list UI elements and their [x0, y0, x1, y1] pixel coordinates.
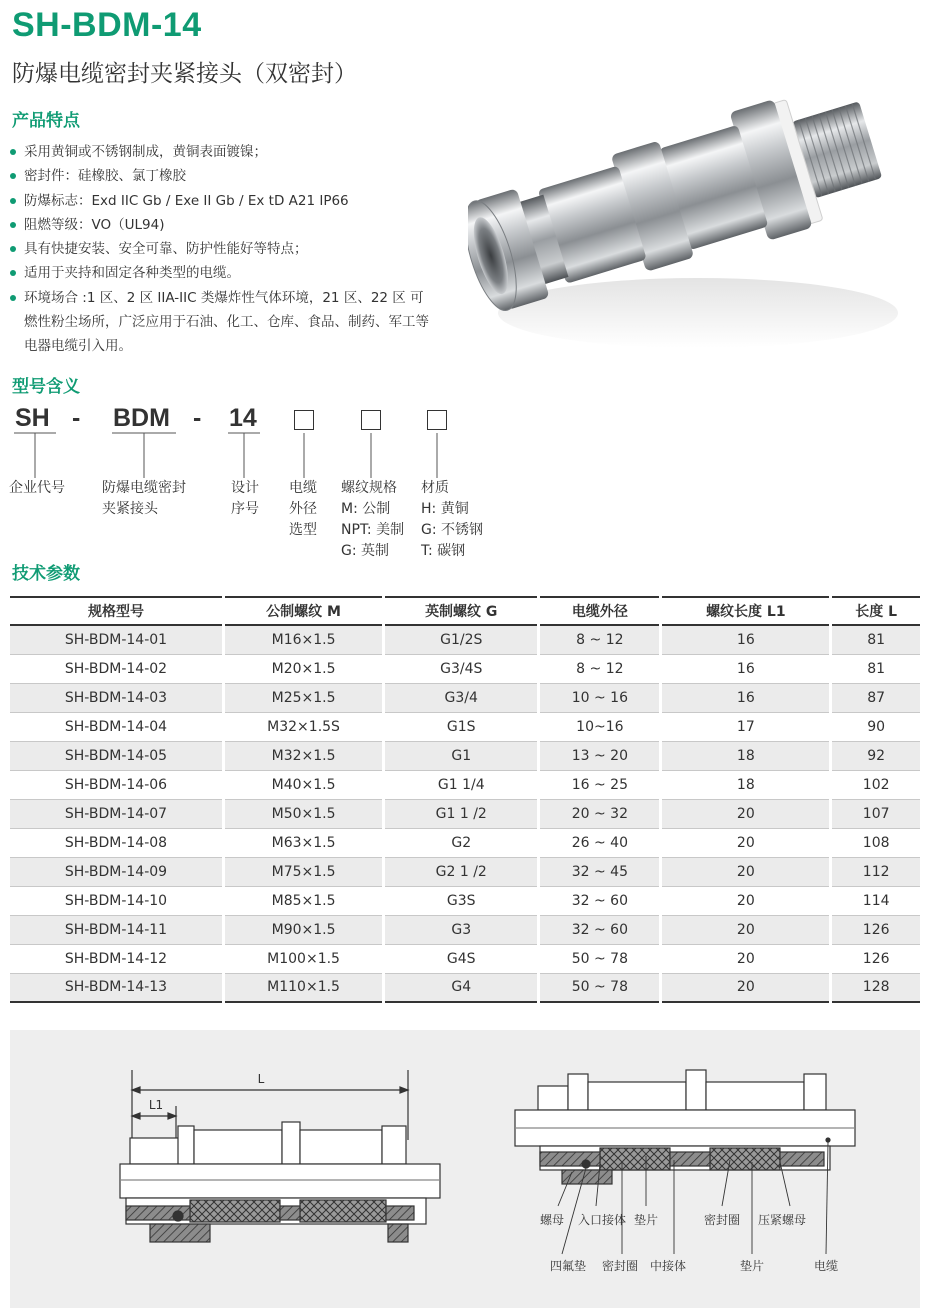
table-cell: G1 1 /2: [384, 799, 539, 828]
table-cell: 32 ~ 60: [539, 915, 661, 944]
specs-heading: 技术参数: [12, 564, 80, 584]
table-cell: M100×1.5: [223, 944, 383, 973]
col-header: 英制螺纹 G: [384, 597, 539, 625]
table-cell: G4: [384, 973, 539, 1002]
table-cell: SH-BDM-14-03: [10, 683, 223, 712]
table-cell: 20: [661, 973, 831, 1002]
table-cell: G3S: [384, 886, 539, 915]
table-row: [10, 625, 920, 654]
table-row: [10, 654, 920, 683]
table-cell: 18: [661, 770, 831, 799]
code-desc-company: 企业代号: [9, 480, 65, 496]
table-cell: 10~16: [539, 712, 661, 741]
table-cell: M16×1.5: [223, 625, 383, 654]
label-middle-body: 中接体: [650, 1259, 687, 1273]
table-cell: G4S: [384, 944, 539, 973]
features-heading: 产品特点: [12, 111, 80, 131]
table-cell: SH-BDM-14-11: [10, 915, 223, 944]
table-cell: M25×1.5: [223, 683, 383, 712]
table-cell: 50 ~ 78: [539, 944, 661, 973]
features-list: [10, 140, 430, 359]
label-entry-body: 入口接体: [578, 1213, 627, 1227]
left-drawing: [120, 1070, 440, 1242]
table-row: [10, 799, 920, 828]
code-desc-material: 材质 H: 黄铜 G: 不锈钢 T: 碳钢: [421, 480, 484, 559]
table-cell: 128: [831, 973, 920, 1002]
code-dash: -: [72, 404, 81, 432]
table-cell: 81: [831, 654, 920, 683]
table-cell: 32 ~ 60: [539, 886, 661, 915]
table-cell: 16: [661, 683, 831, 712]
structure-diagram-panel: [10, 1030, 920, 1308]
col-header: 电缆外径: [539, 597, 661, 625]
table-row: [10, 973, 920, 1002]
table-cell: 8 ~ 12: [539, 654, 661, 683]
model-title: SH-BDM-14: [12, 6, 202, 44]
feature-item: 阻燃等级：VO（UL94): [10, 213, 430, 237]
table-cell: 126: [831, 944, 920, 973]
table-cell: SH-BDM-14-07: [10, 799, 223, 828]
table-cell: 13 ~ 20: [539, 741, 661, 770]
label-seal-ring: 密封圈: [704, 1213, 741, 1227]
table-cell: G3: [384, 915, 539, 944]
table-cell: M63×1.5: [223, 828, 383, 857]
table-cell: 16 ~ 25: [539, 770, 661, 799]
table-cell: G1/2S: [384, 625, 539, 654]
code-box-cable: [294, 410, 314, 430]
label-seal-ring-2: 密封圈: [602, 1259, 639, 1273]
table-cell: 126: [831, 915, 920, 944]
table-cell: 108: [831, 828, 920, 857]
table-row: [10, 944, 920, 973]
table-row: [10, 683, 920, 712]
code-desc-design: 设计 序号: [231, 480, 259, 517]
feature-item: 防爆标志：Exd IIC Gb / Exe II Gb / Ex tD A21 IP66: [10, 189, 430, 213]
feature-item: 环境场合 :1 区、2 区 IIA-IIC 类爆炸性气体环境，21 区、22 区 可燃性粉尘场所，广泛应用于石油、化工、仓库、食品、制药、军工等电器电缆引入用。: [10, 286, 430, 359]
spec-header-row: [10, 597, 920, 625]
table-cell: 20: [661, 944, 831, 973]
table-cell: SH-BDM-14-02: [10, 654, 223, 683]
feature-item: 密封件：硅橡胶、氯丁橡胶: [10, 164, 430, 188]
table-cell: 81: [831, 625, 920, 654]
table-cell: 50 ~ 78: [539, 973, 661, 1002]
table-row: [10, 741, 920, 770]
table-cell: 90: [831, 712, 920, 741]
table-row: [10, 915, 920, 944]
model-code-heading: 型号含义: [12, 377, 80, 397]
col-header: 公制螺纹 M: [223, 597, 383, 625]
table-cell: 20: [661, 886, 831, 915]
table-cell: 87: [831, 683, 920, 712]
table-cell: M90×1.5: [223, 915, 383, 944]
code-series: BDM: [113, 404, 170, 432]
table-cell: SH-BDM-14-01: [10, 625, 223, 654]
table-cell: 92: [831, 741, 920, 770]
table-cell: M85×1.5: [223, 886, 383, 915]
table-cell: G3/4S: [384, 654, 539, 683]
table-row: [10, 770, 920, 799]
table-cell: M110×1.5: [223, 973, 383, 1002]
code-box-thread: [361, 410, 381, 430]
table-cell: 10 ~ 16: [539, 683, 661, 712]
table-cell: M32×1.5S: [223, 712, 383, 741]
label-washer-2: 垫片: [740, 1259, 765, 1273]
table-cell: 102: [831, 770, 920, 799]
table-cell: 114: [831, 886, 920, 915]
product-photo: [468, 58, 930, 358]
feature-item: 适用于夹持和固定各种类型的电缆。: [10, 261, 430, 285]
feature-item: 采用黄铜或不锈钢制成，黄铜表面镀镍；: [10, 140, 430, 164]
col-header: 螺纹长度 L1: [661, 597, 831, 625]
dim-L: L: [257, 1072, 265, 1086]
table-cell: SH-BDM-14-05: [10, 741, 223, 770]
table-row: [10, 886, 920, 915]
table-cell: 112: [831, 857, 920, 886]
dim-L1: L1: [148, 1098, 164, 1112]
table-row: [10, 857, 920, 886]
label-cable: 电缆: [814, 1259, 839, 1273]
code-desc-cable: 电缆 外径 选型: [289, 480, 317, 538]
table-cell: SH-BDM-14-04: [10, 712, 223, 741]
table-cell: M75×1.5: [223, 857, 383, 886]
table-cell: M40×1.5: [223, 770, 383, 799]
label-ptfe-gasket: 四氟垫: [550, 1259, 587, 1273]
table-cell: G2: [384, 828, 539, 857]
table-cell: M50×1.5: [223, 799, 383, 828]
table-cell: 16: [661, 625, 831, 654]
code-design-no: 14: [229, 404, 257, 432]
table-cell: G3/4: [384, 683, 539, 712]
table-row: [10, 828, 920, 857]
table-cell: M20×1.5: [223, 654, 383, 683]
code-dash: -: [193, 404, 202, 432]
table-cell: SH-BDM-14-09: [10, 857, 223, 886]
code-company: SH: [15, 404, 50, 432]
table-cell: 8 ~ 12: [539, 625, 661, 654]
feature-item: 具有快捷安装、安全可靠、防护性能好等特点；: [10, 237, 430, 261]
table-cell: SH-BDM-14-12: [10, 944, 223, 973]
product-subtitle: 防爆电缆密封夹紧接头（双密封）: [12, 61, 357, 87]
code-box-material: [427, 410, 447, 430]
table-cell: G1: [384, 741, 539, 770]
table-cell: 107: [831, 799, 920, 828]
table-cell: G1S: [384, 712, 539, 741]
table-cell: 16: [661, 654, 831, 683]
label-compression-nut: 压紧螺母: [758, 1213, 807, 1227]
table-cell: M32×1.5: [223, 741, 383, 770]
table-cell: 20 ~ 32: [539, 799, 661, 828]
col-header: 长度 L: [831, 597, 920, 625]
structure-diagram: [10, 1030, 920, 1308]
table-cell: SH-BDM-14-06: [10, 770, 223, 799]
label-nut: 螺母: [540, 1213, 565, 1227]
table-cell: 20: [661, 915, 831, 944]
table-cell: SH-BDM-14-10: [10, 886, 223, 915]
label-washer: 垫片: [634, 1213, 659, 1227]
table-cell: G1 1/4: [384, 770, 539, 799]
table-cell: 32 ~ 45: [539, 857, 661, 886]
code-desc-thread: 螺纹规格 M: 公制 NPT: 美制 G: 英制: [341, 480, 405, 559]
table-cell: 18: [661, 741, 831, 770]
code-desc-series: 防爆电缆密封 夹紧接头: [102, 480, 186, 517]
table-cell: G2 1 /2: [384, 857, 539, 886]
col-header: 规格型号: [10, 597, 223, 625]
table-cell: 26 ~ 40: [539, 828, 661, 857]
table-cell: 20: [661, 828, 831, 857]
spec-table: [10, 596, 920, 1003]
table-cell: 17: [661, 712, 831, 741]
table-row: [10, 712, 920, 741]
table-cell: 20: [661, 857, 831, 886]
table-cell: 20: [661, 799, 831, 828]
table-cell: SH-BDM-14-08: [10, 828, 223, 857]
table-cell: SH-BDM-14-13: [10, 973, 223, 1002]
